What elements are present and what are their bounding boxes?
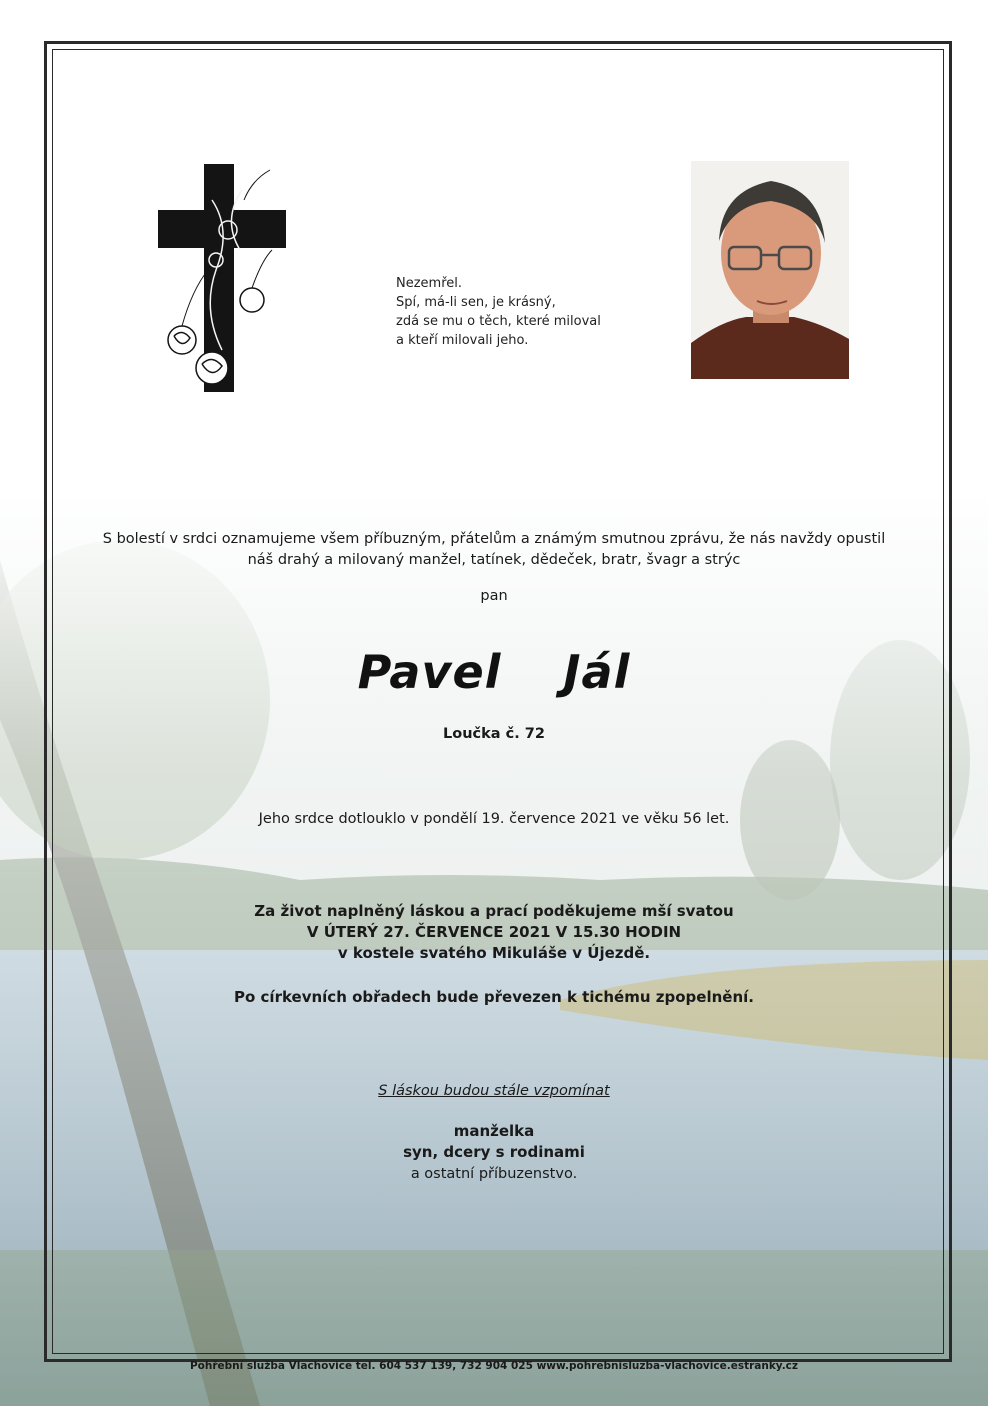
deceased-name: Pavel Jál	[357, 645, 631, 699]
announcement-line-1: S bolestí v srdci oznamujeme všem příbuzným, přátelům a známým smutnou zprávu, že nás navždy opustil	[102, 531, 886, 547]
mourner-wife: manželka	[453, 1122, 535, 1140]
cremation-note: Po církevních obřadech bude převezen k tichému zpopelnění.	[234, 988, 754, 1006]
mourners-heading: S láskou budou stále vzpomínat	[378, 1083, 610, 1099]
verse-line: Spí, má-li sen, je krásný,	[396, 295, 556, 310]
memorial-verse	[396, 274, 656, 350]
deceased-address: Loučka č. 72	[443, 726, 545, 742]
verse-line: a kteří milovali jeho.	[396, 333, 529, 348]
mourner-relatives: a ostatní příbuzenstvo.	[410, 1166, 578, 1182]
cross-with-roses-icon	[152, 160, 292, 395]
verse-line: Nezemřel.	[396, 276, 463, 291]
honorific: pan	[480, 588, 508, 604]
funeral-date-time: V ÚTERÝ 27. ČERVENCE 2021 V 15.30 HODIN	[306, 923, 682, 941]
funeral-service-footer: Pohřební služba Vlachovice tel. 604 537 139, 732 904 025 www.pohrebnisluzba-vlachovice.estranky.cz	[189, 1360, 799, 1372]
funeral-details	[60, 901, 928, 964]
death-note: Jeho srdce dotlouklo v pondělí 19. července 2021 ve věku 56 let.	[258, 811, 730, 827]
mourner-children: syn, dcery s rodinami	[403, 1143, 585, 1161]
funeral-location: v kostele svatého Mikuláše v Újezdě.	[337, 944, 651, 962]
verse-line: zdá se mu o těch, které miloval	[396, 314, 601, 329]
portrait-photo	[691, 161, 849, 379]
announcement	[60, 529, 928, 571]
announcement-line-2: náš drahý a milovaný manžel, tatínek, dědeček, bratr, švagr a strýc	[247, 552, 741, 568]
funeral-line-1: Za život naplněný láskou a prací poděkujeme mší svatou	[254, 902, 734, 920]
